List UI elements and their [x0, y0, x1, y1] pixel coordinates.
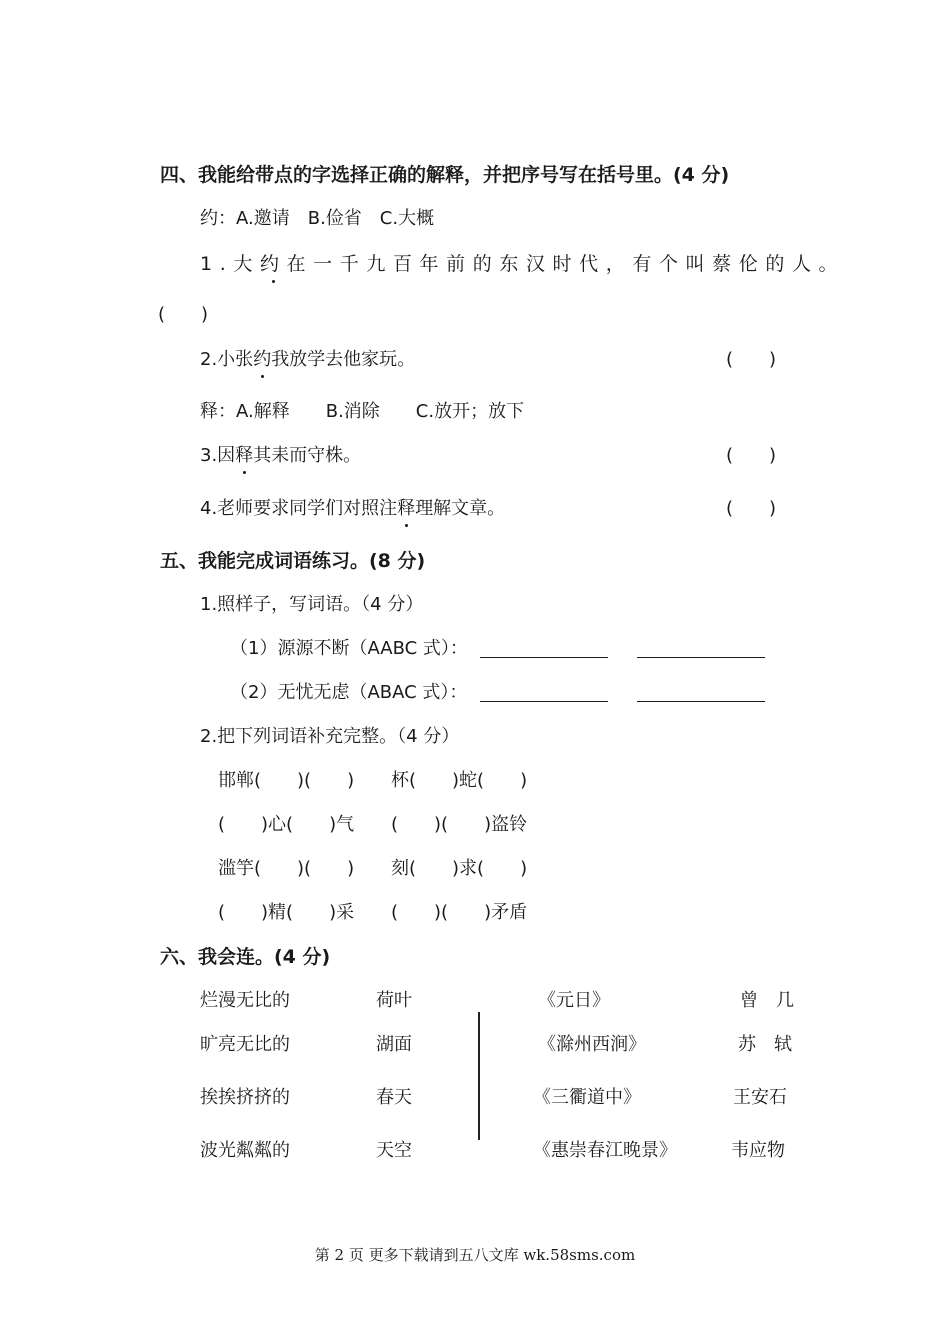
adjective-item: 旷亮无比的 [200, 1034, 290, 1055]
answer-paren: ( ) [726, 498, 777, 519]
dotted-char: 释 [235, 441, 253, 467]
dotted-char: 释 [397, 494, 415, 520]
idiom-item: ( )( )盗铃 [391, 814, 528, 835]
answer-paren: ( ) [158, 304, 209, 325]
question-3-post: 其耒而守株。 [253, 445, 362, 466]
idiom-item: 滥竽( )( ) [218, 858, 355, 879]
question-4-pre: 4.老师要求同学们对照注 [200, 498, 398, 519]
part2-instruction: 2.把下列词语补充完整。（4 分） [200, 726, 460, 747]
question-3-pre: 3.因 [200, 445, 236, 466]
idiom-item: ( )心( )气 [218, 814, 355, 835]
answer-paren: ( ) [726, 445, 777, 466]
poem-title: 《三衢道中》 [533, 1087, 641, 1108]
noun-item: 天空 [376, 1140, 412, 1161]
answer-blank[interactable] [637, 701, 765, 702]
poem-title: 《滁州西涧》 [538, 1034, 646, 1055]
idiom-item: 邯郸( )( ) [218, 770, 355, 791]
adjective-item: 烂漫无比的 [200, 990, 290, 1011]
idiom-item: ( )( )矛盾 [391, 902, 528, 923]
shi-options: 释：A.解释 B.消除 C.放开；放下 [200, 401, 525, 422]
section4-heading: 四、我能给带点的字选择正确的解释，并把序号写在括号里。(4 分) [160, 164, 730, 186]
dotted-char: 约 [253, 345, 271, 371]
adjective-item: 挨挨挤挤的 [200, 1087, 290, 1108]
question-2 [200, 345, 415, 371]
dotted-char: 约 [260, 249, 287, 276]
answer-blank[interactable] [480, 701, 608, 702]
section5-heading: 五、我能完成词语练习。(8 分) [160, 550, 426, 572]
answer-blank[interactable] [637, 657, 765, 658]
poet-name: 苏 轼 [738, 1034, 792, 1055]
poem-title: 《元日》 [538, 990, 610, 1011]
noun-item: 湖面 [376, 1034, 412, 1055]
poet-name: 韦应物 [731, 1140, 785, 1161]
question-2-pre: 2.小张 [200, 349, 254, 370]
yue-options: 约：A.邀请 B.俭省 C.大概 [200, 208, 435, 229]
page-footer: 第 2 页 更多下载请到五八文库 wk.58sms.com [314, 1246, 636, 1264]
example-aabc: （1）源源不断（AABC 式）： [230, 638, 468, 659]
poet-name: 曾 几 [740, 990, 794, 1011]
question-1 [200, 249, 845, 276]
question-3 [200, 441, 361, 467]
answer-paren: ( ) [726, 349, 777, 370]
question-1-pre: 1.大 [200, 253, 260, 275]
noun-item: 荷叶 [376, 990, 412, 1011]
question-2-post: 我放学去他家玩。 [271, 349, 416, 370]
idiom-item: 刻( )求( ) [391, 858, 528, 879]
poet-name: 王安石 [733, 1087, 787, 1108]
question-4-post: 理解文章。 [415, 498, 506, 519]
question-4 [200, 494, 505, 520]
example-abac: （2）无忧无虑（ABAC 式）： [230, 682, 468, 703]
part1-instruction: 1.照样子，写词语。（4 分） [200, 594, 424, 615]
divider-line [478, 1012, 480, 1140]
idiom-item: ( )精( )采 [218, 902, 355, 923]
question-1-post: 在一千九百年前的东汉时代，有个叫蔡伦的人。 [286, 253, 846, 275]
poem-title: 《惠崇春江晚景》 [533, 1140, 677, 1161]
section6-heading: 六、我会连。(4 分) [160, 946, 331, 968]
adjective-item: 波光粼粼的 [200, 1140, 290, 1161]
idiom-item: 杯( )蛇( ) [391, 770, 528, 791]
noun-item: 春天 [376, 1087, 412, 1108]
answer-blank[interactable] [480, 657, 608, 658]
